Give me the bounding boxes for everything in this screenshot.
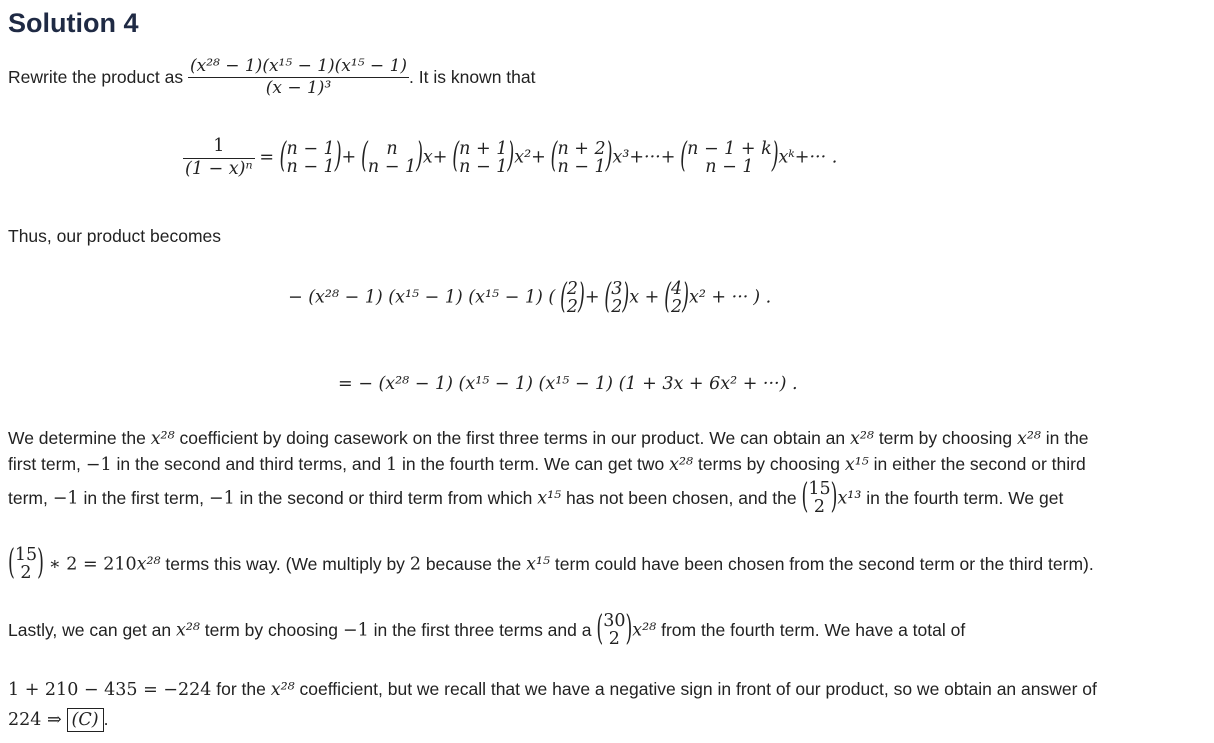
para-line-3: term, −1 in the first term, −1 in the second or third term from which x¹⁵ has not been chosen, and the ( 15 2 ) x¹³ in the fourth term. We get bbox=[8, 476, 1064, 518]
para-line-5: Lastly, we can get an x²⁸ term by choosing −1 in the first three terms and a ( 30 2 ) x²⁸ from the fourth term. We have a total of bbox=[8, 608, 966, 650]
answer-box: (C) bbox=[67, 708, 104, 732]
product-expansion-equation: − (x²⁸ − 1) (x¹⁵ − 1) (x¹⁵ − 1) ( ( 2 2 ) + ( 3 2 ) x + ( 4 2 ) x² + ··· ) . bbox=[288, 276, 772, 318]
solution-heading: Solution 4 bbox=[8, 8, 139, 38]
binomial-series-equation: $\frac{1}{\text{(1 − x)ⁿ}}$ = ( n − 1 n − 1 ) + ( n n − 1 ) x+ ( n + 1 n − 1 ) x²+ ( n + 2 n − 1 ) x³+···+ ( n − 1 + k n − 1 ) xᵏ+··· . bbox=[185, 136, 838, 179]
binom-30-2: ( 30 2 ) bbox=[596, 608, 633, 650]
simplified-equation: = − (x²⁸ − 1) (x¹⁵ − 1) (x¹⁵ − 1) (1 + 3x + 6x² + ···) . bbox=[338, 374, 798, 394]
binom-term: ( 4 2 ) bbox=[664, 276, 689, 318]
binom-term: ( n − 1 + k n − 1 ) bbox=[680, 136, 779, 177]
lhs-fraction: $\frac{1}{\text{(1 − x)ⁿ}}$ bbox=[185, 136, 253, 179]
product-fraction: $\frac{\text{(x²⁸ − 1)(x¹⁵ − 1)(x¹⁵ − 1)}}{\text{(x − 1)³}}$ bbox=[189, 56, 408, 98]
intro-line: Rewrite the product as $\frac{\text{(x²⁸ − 1)(x¹⁵ − 1)(x¹⁵ − 1)}}{\text{(x − 1)³}}$ . It is known that bbox=[8, 56, 536, 98]
para-line-4: ( 15 2 ) ∗ 2 = 210x²⁸ terms this way. (We multiply by 2 because the x¹⁵ term could have been chosen from the second term or the third term). bbox=[8, 542, 1094, 584]
para-line-6: 1 + 210 − 435 = −224 for the x²⁸ coefficient, but we recall that we have a negative sign in front of our product, so we obtain an answer of bbox=[8, 679, 1097, 700]
para-line-1: We determine the x²⁸ coefficient by doing casework on the first three terms in our product. We can obtain an x²⁸ term by choosing x²⁸ in the bbox=[8, 428, 1089, 449]
binom-term: ( n + 1 n − 1 ) bbox=[452, 136, 515, 177]
binom-term: ( n + 2 n − 1 ) bbox=[550, 136, 613, 177]
binom-15-2: ( 15 2 ) bbox=[801, 476, 838, 518]
binom-15-2: ( 15 2 ) bbox=[8, 542, 44, 584]
binom-term: ( n − 1 n − 1 ) bbox=[279, 136, 342, 177]
thus-line: Thus, our product becomes bbox=[8, 226, 222, 246]
para-line-2: first term, −1 in the second and third terms, and 1 in the fourth term. We can get two x²⁸ terms by choosing x¹⁵ in either the second or third bbox=[8, 454, 1086, 475]
binom-term: ( n n − 1 ) bbox=[361, 136, 423, 177]
binom-term: ( 3 2 ) bbox=[604, 276, 630, 318]
binom-term: ( 2 2 ) bbox=[560, 276, 585, 318]
para-line-7: 224 ⇒ (C) . bbox=[8, 709, 109, 730]
